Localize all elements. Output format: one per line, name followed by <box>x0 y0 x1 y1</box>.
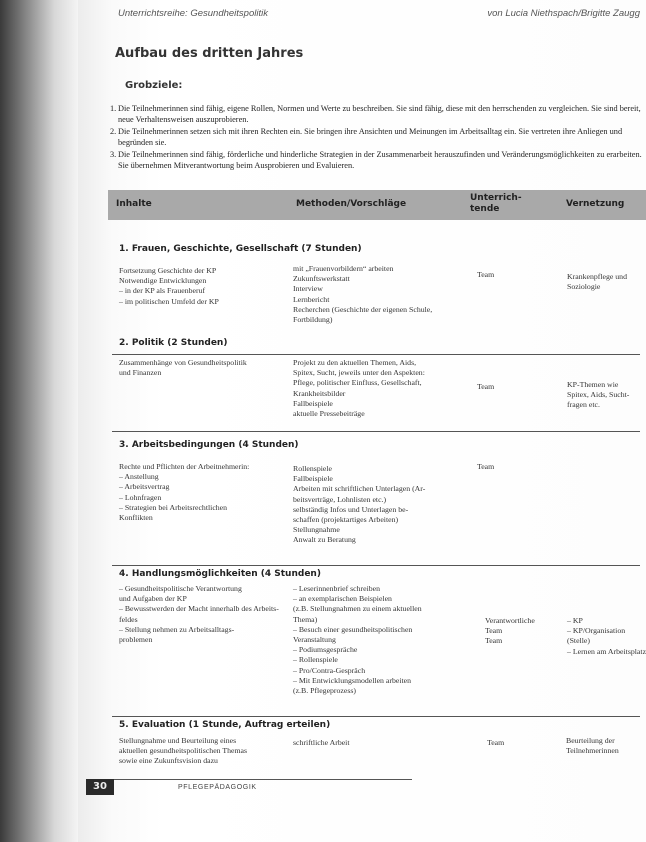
section-methoden <box>293 738 350 748</box>
text-line: Soziologie <box>567 282 601 292</box>
text-line: – Bewusstwerden der Macht innerhalb des Arbeits- <box>119 604 279 614</box>
text-line: – im politischen Umfeld der KP <box>119 296 219 306</box>
section-title: 3. Arbeitsbedingungen (4 Stunden) <box>119 440 299 450</box>
section-divider <box>112 354 640 355</box>
text-line: fragen etc. <box>567 400 600 410</box>
text-line: selbständig Infos und Unterlagen be- <box>293 504 409 514</box>
goal-number: 1. <box>110 104 117 113</box>
text-line: feldes <box>119 614 138 624</box>
text-line: Projekt zu den aktuellen Themen, Aids, <box>293 358 417 367</box>
text-line: Krankheitsbilder <box>293 388 346 398</box>
text-line: Fallbeispiele <box>293 474 333 484</box>
text-line: Team <box>485 626 503 636</box>
section-unterrichtende <box>485 616 535 647</box>
section-vernetzung <box>566 736 619 756</box>
section-divider <box>112 565 640 566</box>
text-line: Arbeiten mit schriftlichen Unterlagen (Ar- <box>293 484 426 494</box>
text-line: Verantwortliche <box>485 616 535 625</box>
text-line: Interview <box>293 284 323 294</box>
goal-number: 2. <box>110 127 117 136</box>
section-methoden <box>293 464 425 546</box>
text-line: Anwalt zu Beratung <box>293 535 356 545</box>
text-line: Spitex, Sucht, jeweils unter den Aspekten: <box>293 368 425 378</box>
text-line: – Rollenspiele <box>293 655 338 665</box>
section-unterrichtende <box>477 462 494 472</box>
section-methoden <box>293 584 422 696</box>
section-inhalte <box>119 462 249 523</box>
text-line: – Anstellung <box>119 472 159 482</box>
text-line: mit „Frauenvorbildern“ arbeiten <box>293 264 394 273</box>
section-methoden <box>293 358 425 419</box>
text-line: – Leserinnenbrief schreiben <box>293 584 381 593</box>
running-header-left: Unterrichtsreihe: Gesundheitspolitik <box>118 8 268 19</box>
text-line: (z.B. Stellungnahmen zu einem aktuellen <box>293 604 422 614</box>
goal-item <box>110 150 642 171</box>
text-line: Recherchen (Geschichte der eigenen Schule, <box>293 304 433 314</box>
text-line: Zusammenhänge von Gesundheitspolitik <box>119 358 247 367</box>
text-line: KP-Themen wie <box>567 380 619 389</box>
text-line: Spitex, Aids, Sucht- <box>567 390 630 400</box>
text-line: Beurteilung der <box>566 736 615 745</box>
text-line: Krankenpflege und <box>567 272 627 281</box>
goals-heading: Grobziele: <box>125 80 183 91</box>
text-line: Veranstaltung <box>293 635 336 645</box>
text-line: (Stelle) <box>567 636 590 646</box>
text-line: Fortsetzung Geschichte der KP <box>119 266 217 275</box>
text-line: Teilnehmerinnen <box>566 746 619 756</box>
running-header-right: von Lucia Niethspach/Brigitte Zaugg <box>487 8 640 19</box>
text-line: Pflege, politischer Einfluss, Gesellschaft, <box>293 378 422 388</box>
section-inhalte <box>119 584 279 645</box>
text-line: – Gesundheitspolitische Verantwortung <box>119 584 242 593</box>
text-line: Team <box>477 382 495 391</box>
header-unterrichtende: Unterrich- tende <box>470 193 522 214</box>
text-line: – Pro/Contra-Gespräch <box>293 665 366 675</box>
text-line: Konflikten <box>119 513 153 523</box>
section-vernetzung <box>567 272 627 292</box>
text-line: und Finanzen <box>119 368 162 378</box>
header-inhalte: Inhalte <box>116 199 152 209</box>
text-line: – Mit Entwicklungsmodellen arbeiten <box>293 675 412 685</box>
text-line: beitsverträge, Lohnlisten etc.) <box>293 494 387 504</box>
text-line: schaffen (projektartiges Arbeiten) <box>293 515 399 525</box>
text-line: Fortbildung) <box>293 315 333 325</box>
section-divider <box>112 431 640 432</box>
section-title: 2. Politik (2 Stunden) <box>119 338 228 348</box>
section-unterrichtende <box>477 270 494 280</box>
section-inhalte <box>119 266 219 307</box>
text-line: – Besuch einer gesundheitspolitischen <box>293 624 413 634</box>
section-title: 1. Frauen, Geschichte, Gesellschaft (7 Stunden) <box>119 244 362 254</box>
text-line: – KP <box>567 616 583 625</box>
text-line: – Strategien bei Arbeitsrechtlichen <box>119 502 228 512</box>
section-methoden <box>293 264 432 325</box>
goal-text: Die Teilnehmerinnen setzen sich mit ihren Rechten ein. Sie bringen ihre Ansichten und Meinungen im Arbeitsalltag ein. Sie vertreten ihre Anliegen und begründen sie. <box>118 127 623 147</box>
text-line: problemen <box>119 635 153 645</box>
header-vernetzung: Vernetzung <box>566 199 625 209</box>
text-line: (z.B. Pflegeprozess) <box>293 686 357 696</box>
text-line: aktuelle Pressebeiträge <box>293 409 365 419</box>
goal-item <box>110 127 642 148</box>
text-line: – Podiumsgespräche <box>293 645 358 655</box>
text-line: Team <box>485 636 503 646</box>
section-vernetzung <box>567 380 629 411</box>
table-header <box>108 190 646 220</box>
text-line: – in der KP als Frauenberuf <box>119 286 206 296</box>
text-line: und Aufgaben der KP <box>119 594 187 604</box>
text-line: – Arbeitsvertrag <box>119 482 170 492</box>
section-title: 5. Evaluation (1 Stunde, Auftrag erteilen) <box>119 720 331 730</box>
text-line: – Stellung nehmen zu Arbeitsalltags- <box>119 624 235 634</box>
page-number: 30 <box>86 779 114 795</box>
section-inhalte <box>119 736 247 767</box>
text-line: sowie eine Zukunftsvision dazu <box>119 756 218 766</box>
text-line: Notwendige Entwicklungen <box>119 276 207 286</box>
text-line: – Lernen am Arbeitsplatz <box>567 646 646 656</box>
section-divider <box>112 716 640 717</box>
text-line: Zukunftswerkstatt <box>293 274 350 284</box>
text-line: Team <box>477 462 495 471</box>
text-line: Thema) <box>293 614 318 624</box>
text-line: aktuellen gesundheitspolitischen Themas <box>119 746 248 756</box>
section-title: 4. Handlungsmöglichkeiten (4 Stunden) <box>119 569 321 579</box>
text-line: Team <box>487 738 505 747</box>
section-vernetzung <box>567 616 646 657</box>
goal-number: 3. <box>110 150 117 159</box>
text-line: – an exemplarischen Beispielen <box>293 594 392 604</box>
text-line: – Lohnfragen <box>119 492 162 502</box>
goal-text: Die Teilnehmerinnen sind fähig, eigene Rollen, Normen und Werte zu beschreiben. Sie sind fähig, diese mit den herrschenden zu vergleichen. Sie sind bereit, neue Verhaltensweisen auszuprobieren. <box>118 104 641 124</box>
text-line: Rechte und Pflichten der Arbeitnehmerin: <box>119 462 250 471</box>
page-title: Aufbau des dritten Jahres <box>115 46 304 61</box>
text-line: Team <box>477 270 495 279</box>
text-line: Stellungnahme und Beurteilung eines <box>119 736 237 745</box>
footer-rule <box>112 779 412 780</box>
text-line: Lernbericht <box>293 294 330 304</box>
text-line: – KP/Organisation <box>567 626 626 636</box>
section-inhalte <box>119 358 247 378</box>
goal-text: Die Teilnehmerinnen sind fähig, förderliche und hinderliche Strategien in der Zusammenarbeit herauszufinden und Veränderungsmöglichkeiten zu erarbeiten. Sie übernehmen Mitverantwortung beim Ausprobieren und Evaluieren. <box>118 150 642 170</box>
goals-list <box>110 104 642 173</box>
header-methoden: Methoden/Vorschläge <box>296 199 407 209</box>
text-line: schriftliche Arbeit <box>293 738 350 747</box>
text-line: Stellungnahme <box>293 525 340 535</box>
text-line: Fallbeispiele <box>293 398 333 408</box>
book-spine-shadow <box>0 0 78 842</box>
text-line: Rollenspiele <box>293 464 332 473</box>
section-unterrichtende <box>487 738 504 748</box>
section-unterrichtende <box>477 382 494 392</box>
goal-item <box>110 104 642 125</box>
publisher-name: PFLEGEPÄDAGOGIK <box>178 784 257 791</box>
